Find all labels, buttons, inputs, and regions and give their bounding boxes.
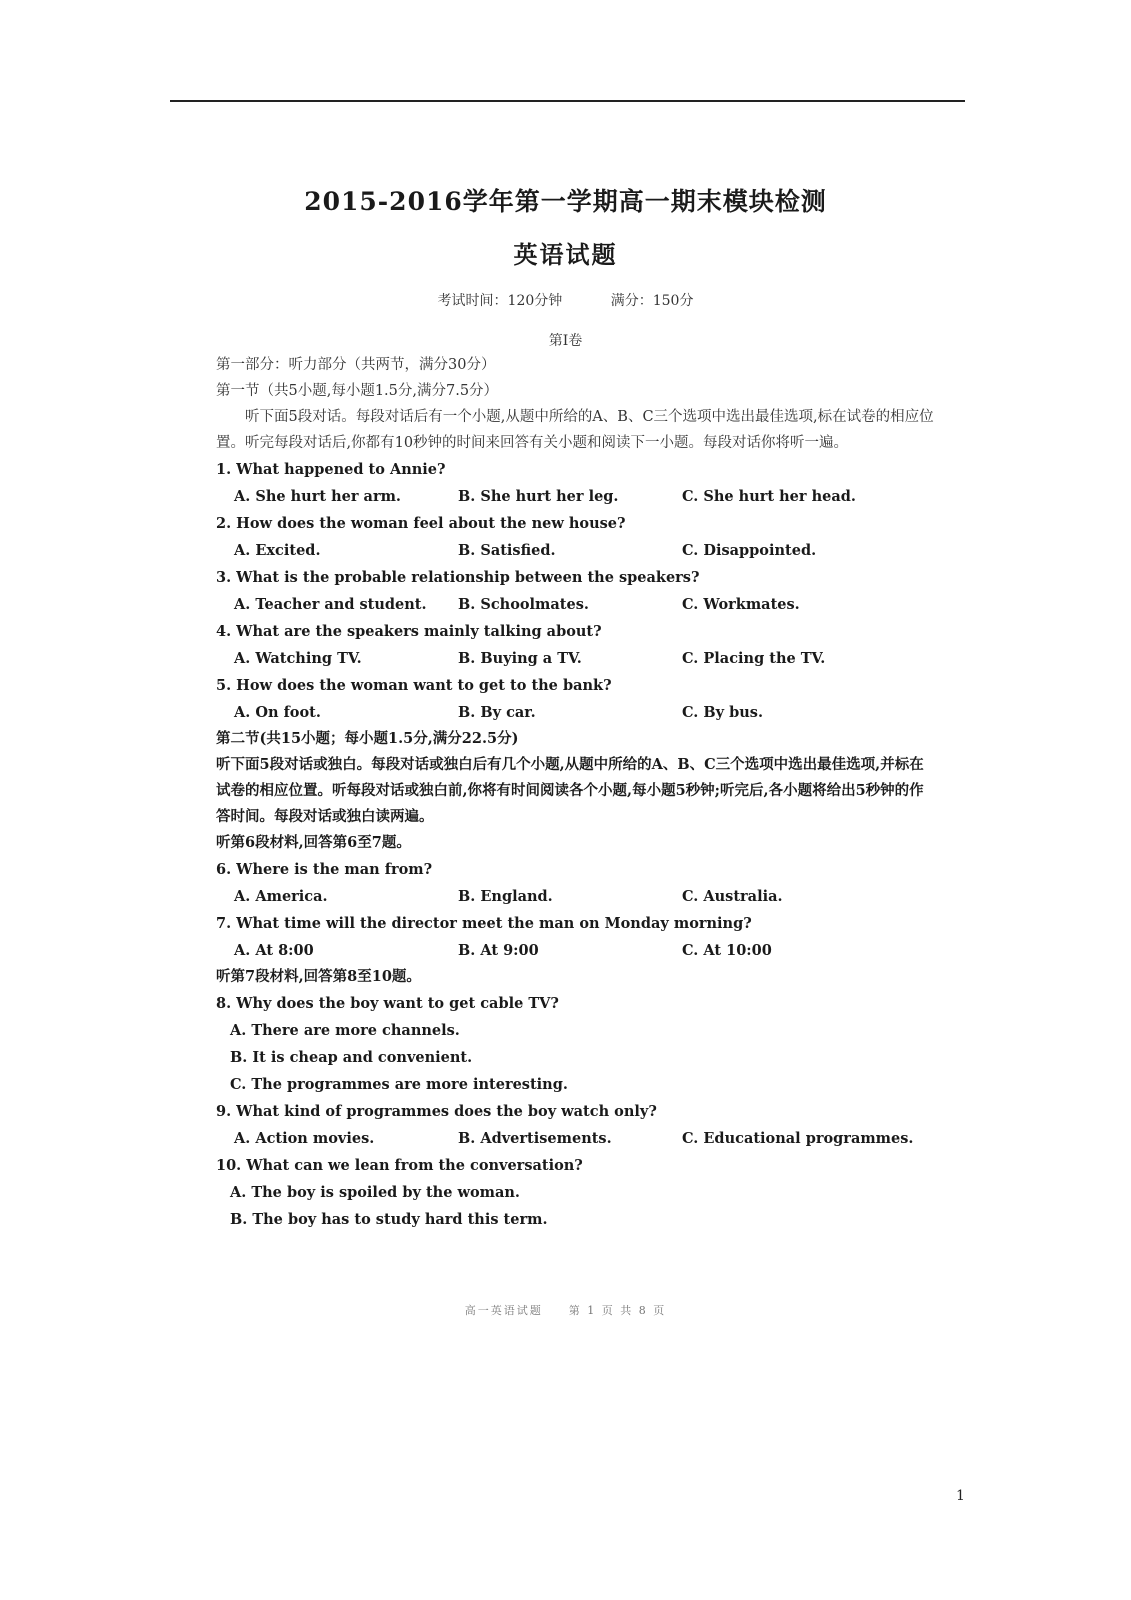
option-c: C. Placing the TV.	[682, 650, 826, 667]
section1-instructions: 听下面5段对话。每段对话后有一个小题,从题中所给的A、B、C三个选项中选出最佳选项,标在试卷的相应位置。听完每段对话后,你都有10秒钟的时间来回答有关小题和阅读下一小题。每段对话你将听一遍。	[216, 409, 934, 451]
page-footer: 高一英语试题 第 1 页 共 8 页	[464, 1304, 667, 1317]
question-5: 5. How does the woman want to get to the bank?	[216, 677, 612, 694]
question-9: 9. What kind of programmes does the boy watch only?	[216, 1103, 657, 1120]
page-title: 2015-2016学年第一学期高一期末模块检测	[304, 187, 827, 216]
option-b: B. Advertisements.	[458, 1130, 612, 1147]
option-c: C. Educational programmes.	[682, 1130, 914, 1147]
question-8: 8. Why does the boy want to get cable TV?	[216, 995, 559, 1012]
question-1-options	[216, 483, 936, 510]
option-c: C. The programmes are more interesting.	[230, 1076, 568, 1093]
page-subtitle: 英语试题	[513, 240, 618, 269]
option-a: A. Teacher and student.	[234, 596, 427, 613]
option-b: B. Satisfied.	[458, 542, 556, 559]
material-7-note: 听第7段材料,回答第8至10题。	[216, 968, 421, 985]
corner-page-mark: 1	[956, 1488, 965, 1504]
volume-label: 第I卷	[548, 333, 583, 349]
question-2: 2. How does the woman feel about the new house?	[216, 515, 626, 532]
option-a: A. She hurt her arm.	[234, 488, 401, 505]
option-b: B. She hurt her leg.	[458, 488, 619, 505]
question-content	[216, 352, 936, 1233]
question-6-options	[216, 883, 936, 910]
option-c: C. She hurt her head.	[682, 488, 856, 505]
option-b: B. England.	[458, 888, 553, 905]
question-7-options	[216, 937, 936, 964]
question-10: 10. What can we lean from the conversation?	[216, 1157, 583, 1174]
full-score: 满分：150分	[610, 293, 694, 309]
question-4: 4. What are the speakers mainly talking about?	[216, 623, 602, 640]
option-b: B. It is cheap and convenient.	[230, 1049, 473, 1066]
question-9-options	[216, 1125, 936, 1152]
option-c: C. Disappointed.	[682, 542, 817, 559]
section2-heading: 第二节(共15小题；每小题1.5分,满分22.5分)	[216, 730, 519, 747]
question-3: 3. What is the probable relationship between the speakers?	[216, 569, 700, 586]
option-a: A. The boy is spoiled by the woman.	[230, 1184, 520, 1201]
option-b: B. Buying a TV.	[458, 650, 582, 667]
option-a: A. Action movies.	[234, 1130, 375, 1147]
section1-heading: 第一节（共5小题,每小题1.5分,满分7.5分）	[216, 383, 499, 399]
question-2-options	[216, 537, 936, 564]
option-a: A. At 8:00	[234, 942, 314, 959]
question-3-options	[216, 591, 936, 618]
option-a: A. Watching TV.	[234, 650, 362, 667]
option-c: C. At 10:00	[682, 942, 772, 959]
question-6: 6. Where is the man from?	[216, 861, 433, 878]
exam-time: 考试时间：120分钟	[437, 293, 563, 309]
option-b: B. The boy has to study hard this term.	[230, 1211, 548, 1228]
option-a: A. Excited.	[234, 542, 321, 559]
option-c: C. Workmates.	[682, 596, 800, 613]
option-b: B. By car.	[458, 704, 536, 721]
option-b: B. At 9:00	[458, 942, 539, 959]
question-1: 1. What happened to Annie?	[216, 461, 446, 478]
option-a: A. There are more channels.	[230, 1022, 460, 1039]
option-a: A. On foot.	[234, 704, 321, 721]
option-c: C. By bus.	[682, 704, 764, 721]
option-b: B. Schoolmates.	[458, 596, 589, 613]
material-6-note: 听第6段材料,回答第6至7题。	[216, 834, 411, 851]
question-4-options	[216, 645, 936, 672]
exam-meta	[0, 290, 1131, 310]
question-5-options	[216, 699, 936, 726]
option-c: C. Australia.	[682, 888, 783, 905]
option-a: A. America.	[234, 888, 328, 905]
part1-heading: 第一部分：听力部分（共两节，满分30分）	[216, 357, 496, 373]
section2-instructions: 听下面5段对话或独白。每段对话或独白后有几个小题,从题中所给的A、B、C三个选项中选出最佳选项,并标在试卷的相应位置。听每段对话或独白前,你将有时间阅读各个小题,每小题5秒钟;听完后,各小题将给出5秒钟的作答时间。每段对话或独白读两遍。	[216, 756, 924, 825]
top-rule	[170, 100, 965, 102]
question-7: 7. What time will the director meet the man on Monday morning?	[216, 915, 752, 932]
